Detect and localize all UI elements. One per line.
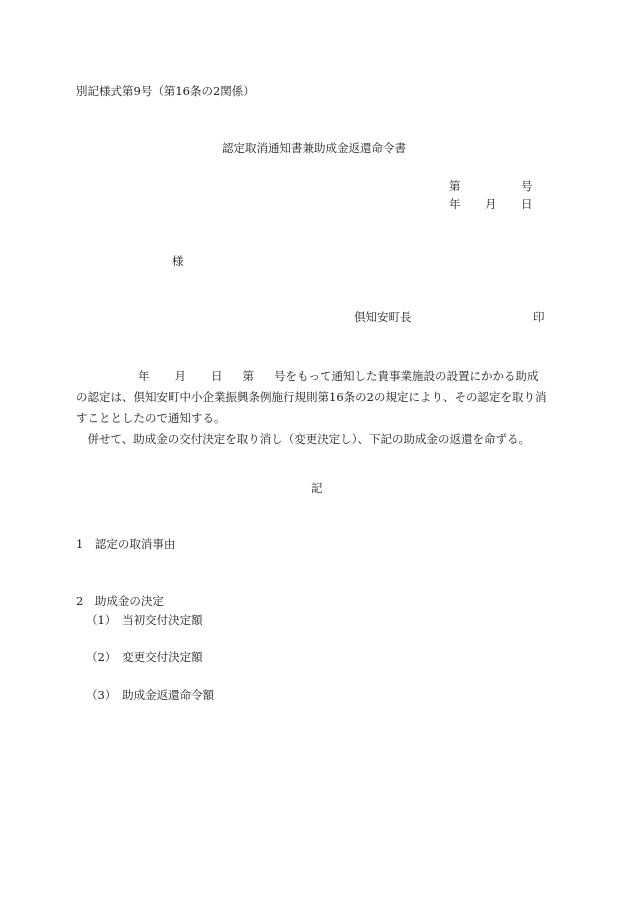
item-2: 2 助成金の決定 [76, 594, 164, 608]
issuer-name: 倶知安町長 [354, 310, 412, 324]
body-number: 第 [242, 369, 254, 383]
ki-heading: 記 [311, 481, 323, 495]
body-line-2: の認定は、倶知安町中小企業振興条例施行規則第16条の2の規定により、その認定を取り消 [76, 390, 547, 404]
date-year: 年 [449, 197, 461, 211]
body-line-1 [76, 366, 556, 387]
item-1: 1 認定の取消事由 [76, 537, 176, 551]
addressee-suffix: 様 [172, 254, 184, 268]
number-suffix: 号 [521, 179, 533, 193]
date-day: 日 [521, 197, 533, 211]
body-year: 年 [138, 369, 150, 383]
body-line-1-text: 号をもって通知した貴事業施設の設置にかかる助成 [274, 369, 539, 383]
number-prefix: 第 [449, 179, 461, 193]
seal-mark: 印 [533, 310, 545, 324]
body-day: 日 [211, 369, 223, 383]
body-line-4: 併せて、助成金の交付決定を取り消し（変更決定し）、下記の助成金の返還を命ずる。 [76, 432, 531, 446]
form-reference: 別記様式第9号（第16条の2関係） [76, 84, 255, 98]
date-month: 月 [485, 197, 497, 211]
sub-item-3: （3） 助成金返還命令額 [86, 688, 215, 702]
body-month: 月 [174, 369, 186, 383]
notice-body [76, 366, 556, 450]
document-title: 認定取消通知書兼助成金返還命令書 [222, 141, 406, 155]
body-line-3: すこととしたので通知する。 [76, 411, 226, 425]
sub-item-1: （1） 当初交付決定額 [86, 613, 203, 627]
sub-item-2: （2） 変更交付決定額 [86, 650, 203, 664]
